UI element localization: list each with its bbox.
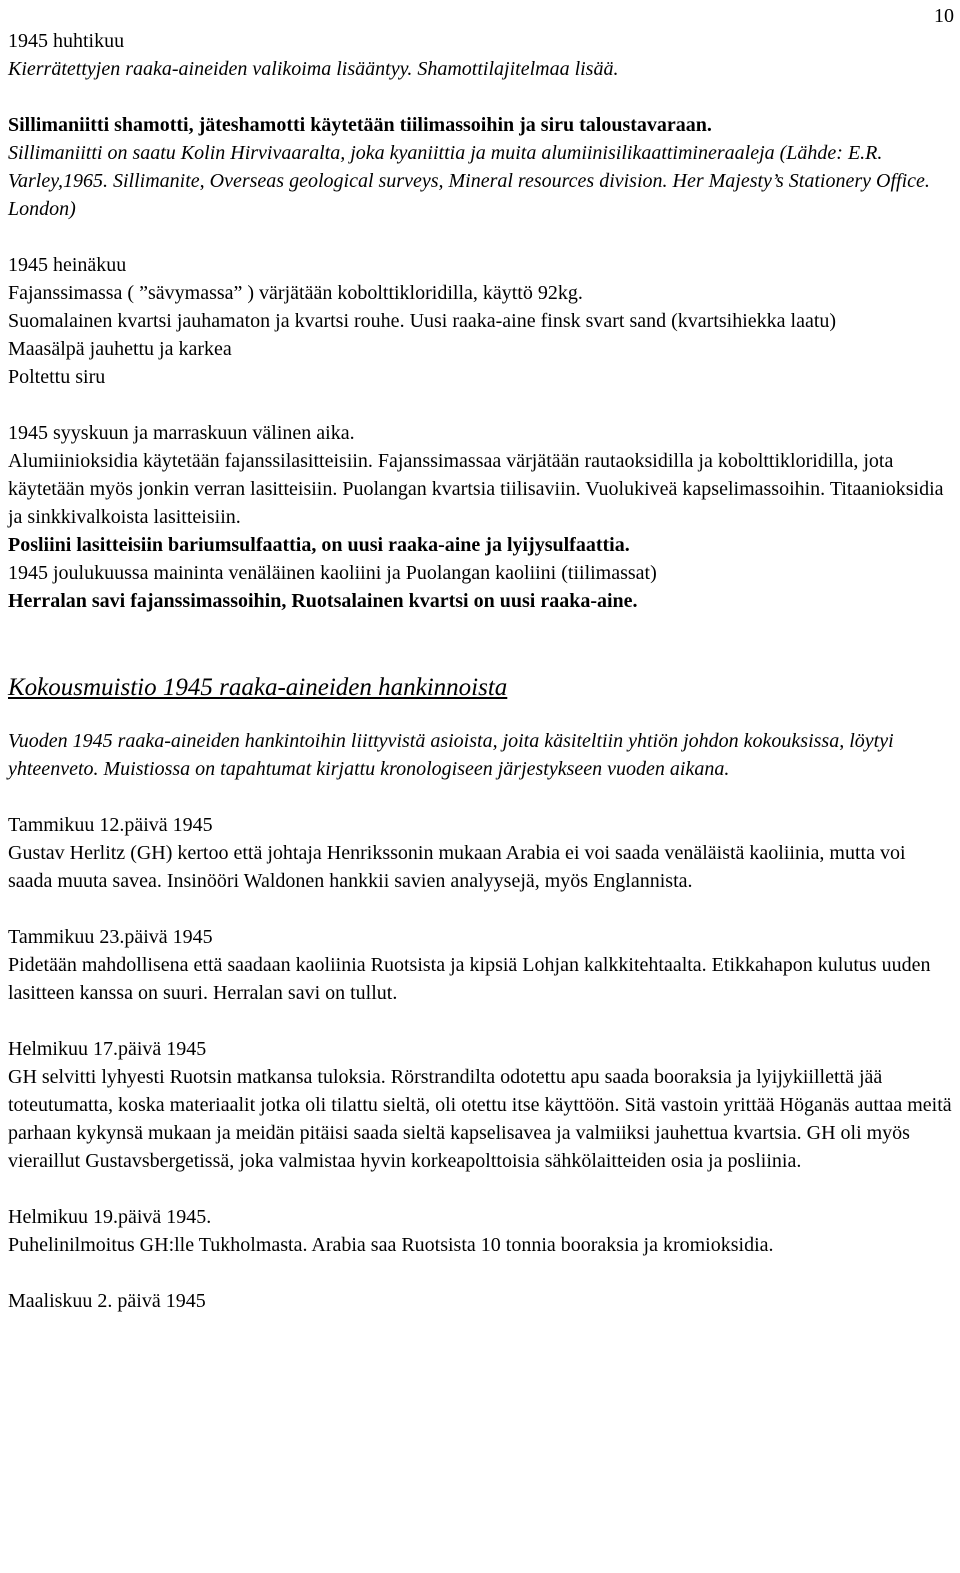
entry [8,811,953,895]
entry-date: Tammikuu 23.päivä 1945 [8,926,213,948]
entry-date-1945-autumn: 1945 syyskuun ja marraskuun välinen aika. [8,422,355,444]
entry-date-1945-july: 1945 heinäkuu [8,254,127,276]
entry-date-1945-april: 1945 huhtikuu [8,30,125,52]
section-heading: Kokousmuistio 1945 raaka-aineiden hankinnoista [8,674,508,701]
entry-date: Helmikuu 19.päivä 1945. [8,1206,212,1228]
section-intro: Vuoden 1945 raaka-aineiden hankintoihin liittyvistä asioista, joita käsiteltiin yhtiön johdon kokouksissa, löytyi yhteenveto. Muistiossa on tapahtumat kirjattu kronologiseen järjestykseen vuoden aikana. [8,730,894,780]
entry-text: Puhelinilmoitus GH:lle Tukholmasta. Arabia saa Ruotsista 10 tonnia booraksia ja kromioksidia. [8,1234,774,1256]
july-text-3: Maasälpä jauhettu ja karkea [8,338,232,360]
entry-date: Maaliskuu 2. päivä 1945 [8,1290,206,1312]
july-text-2: Suomalainen kvartsi jauhamaton ja kvartsi rouhe. Uusi raaka-aine finsk svart sand (kvartsihiekka laatu) [8,310,837,332]
page-number: 10 [934,5,954,27]
entry [8,923,953,1007]
entry-text: GH selvitti lyhyesti Ruotsin matkansa tuloksia. Rörstrandilta odotettu apu saada booraksia ja lyijykiillettä jää toteutumatta, koska materiaalit jotka oli tilattu sieltä, oli otettu itse käyttöön. Sitä vastoin yrittää Höganäs auttaa meitä parhaan kykynsä mukaan ja meidän pitäisi saada sieltä kapselisavea ja valmiiksi jauhettua kvartsia. GH oli myös vieraillut Gustavsbergetissä, joka valmistaa hyvin korkeapolttoisia sähkölaitteiden osia ja posliinia. [8,1066,952,1172]
autumn-bold-1: Posliini lasitteisiin bariumsulfaattia, on uusi raaka-aine ja lyijysulfaattia. [8,534,630,556]
entry [8,1203,953,1259]
autumn-bold-2: Herralan savi fajanssimassoihin, Ruotsalainen kvartsi on uusi raaka-aine. [8,590,638,612]
entry [8,1287,953,1315]
entry [8,1035,953,1175]
entry-date: Helmikuu 17.päivä 1945 [8,1038,207,1060]
autumn-text-2: 1945 joulukuussa maininta venäläinen kaoliini ja Puolangan kaoliini (tiilimassat) [8,562,657,584]
entry-text: Pidetään mahdollisena että saadaan kaoliinia Ruotsista ja kipsiä Lohjan kalkkitehtaalta. Etikkahapon kulutus uuden lasitteen kanssa on suuri. Herralan savi on tullut. [8,954,931,1004]
document-page [8,27,953,1315]
entry-text: Gustav Herlitz (GH) kertoo että johtaja Henrikssonin mukaan Arabia ei voi saada venäläistä kaoliinia, mutta voi saada muuta savea. Insinööri Waldonen hankkii savien analyysejä, myös Englannista. [8,842,906,892]
autumn-text-1: Alumiinioksidia käytetään fajanssilasitteisiin. Fajanssimassaa värjätään rautaoksidilla ja kobolttikloridilla, jota käytetään myös jonkin verran lasitteisiin. Puolangan kvartsia tiilisaviin. Vuolukiveä kapselimassoihin. Titaanioksidia ja sinkkivalkoista lasitteisiin. [8,450,944,528]
sillimanite-source-note: Sillimaniitti on saatu Kolin Hirvivaaralta, joka kyaniittia ja muita alumiinisilikaattimineraaleja (Lähde: E.R. Varley,1965. Sillimanite, Overseas geological surveys, Mineral resources division. Her Majesty’s Stationery Office. London) [8,142,930,220]
entry-date: Tammikuu 12.päivä 1945 [8,814,213,836]
recycled-materials-note: Kierrätettyjen raaka-aineiden valikoima lisääntyy. Shamottilajitelmaa lisää. [8,58,619,80]
sillimanite-bold-note: Sillimaniitti shamotti, jäteshamotti käytetään tiilimassoihin ja siru taloustavaraan. [8,114,712,136]
july-text-4: Poltettu siru [8,366,106,388]
july-text-1: Fajanssimassa ( ”sävymassa” ) värjätään kobolttikloridilla, käyttö 92kg. [8,282,583,304]
